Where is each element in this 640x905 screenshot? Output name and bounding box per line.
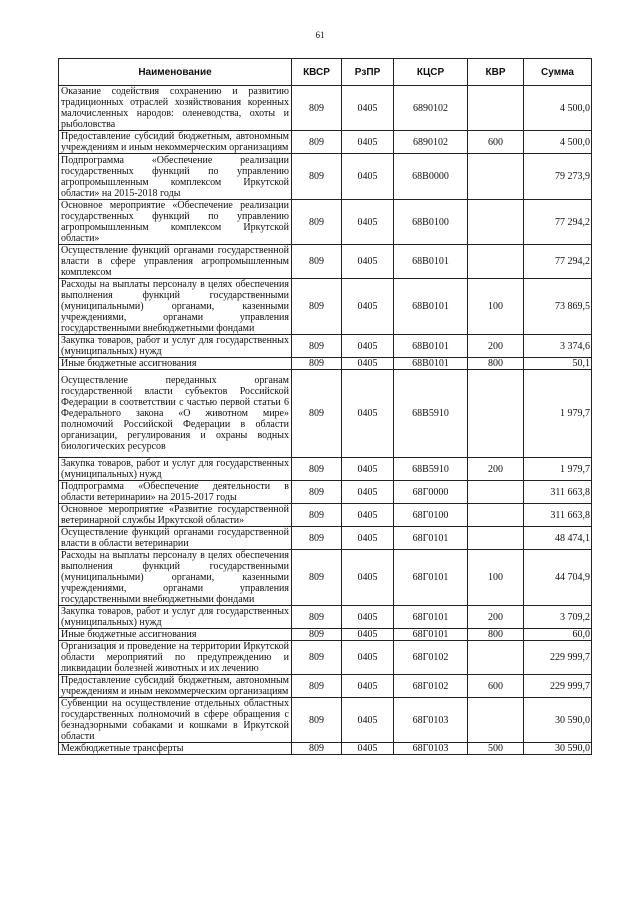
cell-kvsr: 809 xyxy=(292,743,342,755)
cell-name: Иные бюджетные ассигнования xyxy=(59,358,292,370)
cell-sum: 1 979,7 xyxy=(524,458,592,481)
table-row xyxy=(59,245,592,279)
cell-kcsr: 68Г0103 xyxy=(394,698,468,743)
cell-rzpr: 0405 xyxy=(342,131,394,154)
cell-name: Иные бюджетные ассигнования xyxy=(59,629,292,641)
table-body xyxy=(59,86,592,755)
table-row xyxy=(59,641,592,675)
cell-sum: 77 294,2 xyxy=(524,245,592,279)
cell-rzpr: 0405 xyxy=(342,606,394,629)
cell-kvr xyxy=(468,245,524,279)
cell-rzpr: 0405 xyxy=(342,641,394,675)
cell-sum: 3 709,2 xyxy=(524,606,592,629)
cell-name: Оказание содействия сохранению и развитию традиционных отраслей хозяйствования коренных малочисленных народов: оленеводства, охоты и рыболовства xyxy=(59,86,292,131)
cell-kcsr: 68Г0000 xyxy=(394,481,468,504)
cell-kvr xyxy=(468,698,524,743)
cell-kcsr: 68В0101 xyxy=(394,335,468,358)
cell-name: Подпрограмма «Обеспечение деятельности в области ветеринарии» на 2015-2017 годы xyxy=(59,481,292,504)
cell-sum: 229 999,7 xyxy=(524,675,592,698)
cell-kvsr: 809 xyxy=(292,370,342,458)
cell-kvr: 200 xyxy=(468,458,524,481)
cell-kcsr: 68Г0103 xyxy=(394,743,468,755)
cell-kvr xyxy=(468,527,524,550)
cell-name: Расходы на выплаты персоналу в целях обеспечения выполнения функций государственными (муниципальными) органами, казенными учреждениями, органами управления государственными внебюджетными фондами xyxy=(59,550,292,606)
table-row xyxy=(59,527,592,550)
budget-table xyxy=(58,58,592,755)
cell-sum: 311 663,8 xyxy=(524,481,592,504)
table-row xyxy=(59,154,592,200)
cell-kcsr: 68Г0100 xyxy=(394,504,468,527)
cell-kvsr: 809 xyxy=(292,86,342,131)
cell-kvr xyxy=(468,200,524,245)
cell-rzpr: 0405 xyxy=(342,370,394,458)
cell-sum: 79 273,9 xyxy=(524,154,592,200)
cell-sum: 30 590,0 xyxy=(524,698,592,743)
cell-name: Субвенции на осуществление отдельных областных государственных полномочий в сфере обращения с безнадзорными собаками и кошками в Иркутской области xyxy=(59,698,292,743)
cell-name: Осуществление переданных органам государственной власти субъектов Российской Федерации в соответствии с частью первой статьи 6 Федерального закона «О животном мире» полномочий Российской Федерации в области организации, регулирования и охраны водных биологических ресурсов xyxy=(59,370,292,458)
cell-sum: 77 294,2 xyxy=(524,200,592,245)
cell-sum: 229 999,7 xyxy=(524,641,592,675)
cell-kvsr: 809 xyxy=(292,606,342,629)
cell-kvr: 100 xyxy=(468,550,524,606)
cell-rzpr: 0405 xyxy=(342,200,394,245)
cell-kvsr: 809 xyxy=(292,698,342,743)
cell-rzpr: 0405 xyxy=(342,245,394,279)
cell-rzpr: 0405 xyxy=(342,743,394,755)
cell-name: Осуществление функций органами государственной власти в сфере управления агропромышленным комплексом xyxy=(59,245,292,279)
cell-sum: 3 374,6 xyxy=(524,335,592,358)
table-row xyxy=(59,698,592,743)
header-rzpr: РзПР xyxy=(342,59,394,86)
cell-kcsr: 68Г0102 xyxy=(394,641,468,675)
table-row xyxy=(59,550,592,606)
cell-kcsr: 68В0101 xyxy=(394,245,468,279)
cell-kvsr: 809 xyxy=(292,481,342,504)
cell-rzpr: 0405 xyxy=(342,358,394,370)
cell-kvr: 600 xyxy=(468,675,524,698)
table-row xyxy=(59,131,592,154)
cell-name: Организация и проведение на территории Иркутской области мероприятий по предупреждению и ликвидации болезней животных и их лечению xyxy=(59,641,292,675)
cell-sum: 4 500,0 xyxy=(524,131,592,154)
cell-kvsr: 809 xyxy=(292,200,342,245)
cell-kcsr: 68Г0102 xyxy=(394,675,468,698)
cell-kvsr: 809 xyxy=(292,550,342,606)
cell-rzpr: 0405 xyxy=(342,504,394,527)
cell-sum: 44 704,9 xyxy=(524,550,592,606)
cell-kvsr: 809 xyxy=(292,629,342,641)
cell-name: Основное мероприятие «Обеспечение реализации государственных функций по управлению агропромышленным комплексом Иркутской области» xyxy=(59,200,292,245)
cell-kvr: 500 xyxy=(468,743,524,755)
table-row xyxy=(59,370,592,458)
table-row xyxy=(59,458,592,481)
cell-rzpr: 0405 xyxy=(342,698,394,743)
cell-kcsr: 6890102 xyxy=(394,131,468,154)
cell-kcsr: 68Г0101 xyxy=(394,527,468,550)
cell-rzpr: 0405 xyxy=(342,335,394,358)
cell-kvsr: 809 xyxy=(292,358,342,370)
cell-kvsr: 809 xyxy=(292,527,342,550)
cell-sum: 60,0 xyxy=(524,629,592,641)
cell-rzpr: 0405 xyxy=(342,481,394,504)
cell-kvsr: 809 xyxy=(292,279,342,335)
table-row xyxy=(59,629,592,641)
cell-kvr: 600 xyxy=(468,131,524,154)
cell-kvr xyxy=(468,86,524,131)
cell-sum: 48 474,1 xyxy=(524,527,592,550)
cell-kvsr: 809 xyxy=(292,245,342,279)
cell-kvsr: 809 xyxy=(292,504,342,527)
cell-kvsr: 809 xyxy=(292,641,342,675)
table-row xyxy=(59,743,592,755)
cell-name: Предоставление субсидий бюджетным, автономным учреждениям и иным некоммерческим организациям xyxy=(59,131,292,154)
cell-rzpr: 0405 xyxy=(342,154,394,200)
cell-kvsr: 809 xyxy=(292,335,342,358)
cell-kcsr: 68В0100 xyxy=(394,200,468,245)
cell-name: Предоставление субсидий бюджетным, автономным учреждениям и иным некоммерческим организациям xyxy=(59,675,292,698)
table-row xyxy=(59,335,592,358)
cell-kcsr: 68Г0101 xyxy=(394,629,468,641)
cell-kvr: 100 xyxy=(468,279,524,335)
cell-kvr: 800 xyxy=(468,629,524,641)
cell-sum: 73 869,5 xyxy=(524,279,592,335)
cell-kcsr: 68В5910 xyxy=(394,370,468,458)
cell-kvr: 800 xyxy=(468,358,524,370)
cell-kcsr: 6890102 xyxy=(394,86,468,131)
table-row xyxy=(59,358,592,370)
cell-kcsr: 68Г0101 xyxy=(394,606,468,629)
cell-name: Закупка товаров, работ и услуг для государственных (муниципальных) нужд xyxy=(59,458,292,481)
header-name: Наименование xyxy=(59,59,292,86)
table-row xyxy=(59,504,592,527)
cell-sum: 30 590,0 xyxy=(524,743,592,755)
cell-kvr: 200 xyxy=(468,335,524,358)
cell-name: Подпрограмма «Обеспечение реализации государственных функций по управлению агропромышленным комплексом Иркутской области» на 2015-2018 годы xyxy=(59,154,292,200)
cell-rzpr: 0405 xyxy=(342,550,394,606)
cell-name: Закупка товаров, работ и услуг для государственных (муниципальных) нужд xyxy=(59,335,292,358)
cell-sum: 50,1 xyxy=(524,358,592,370)
table-row xyxy=(59,606,592,629)
cell-rzpr: 0405 xyxy=(342,279,394,335)
cell-rzpr: 0405 xyxy=(342,527,394,550)
cell-name: Основное мероприятие «Развитие государственной ветеринарной службы Иркутской области» xyxy=(59,504,292,527)
cell-sum: 311 663,8 xyxy=(524,504,592,527)
cell-kvr: 200 xyxy=(468,606,524,629)
cell-kvsr: 809 xyxy=(292,154,342,200)
cell-name: Осуществление функций органами государственной власти в области ветеринарии xyxy=(59,527,292,550)
cell-kvr xyxy=(468,370,524,458)
cell-kvsr: 809 xyxy=(292,458,342,481)
cell-kvr xyxy=(468,504,524,527)
header-kvsr: КВСР xyxy=(292,59,342,86)
cell-kvr xyxy=(468,481,524,504)
table-row xyxy=(59,86,592,131)
cell-name: Расходы на выплаты персоналу в целях обеспечения выполнения функций государственными (муниципальными) органами, казенными учреждениями, органами управления государственными внебюджетными фондами xyxy=(59,279,292,335)
header-kvr: КВР xyxy=(468,59,524,86)
cell-sum: 1 979,7 xyxy=(524,370,592,458)
table-row xyxy=(59,200,592,245)
cell-kcsr: 68В0101 xyxy=(394,279,468,335)
cell-name: Межбюджетные трансферты xyxy=(59,743,292,755)
table-row xyxy=(59,675,592,698)
cell-kvsr: 809 xyxy=(292,675,342,698)
header-sum: Сумма xyxy=(524,59,592,86)
cell-name: Закупка товаров, работ и услуг для государственных (муниципальных) нужд xyxy=(59,606,292,629)
cell-kvr xyxy=(468,641,524,675)
cell-kcsr: 68В5910 xyxy=(394,458,468,481)
cell-kcsr: 68В0101 xyxy=(394,358,468,370)
cell-rzpr: 0405 xyxy=(342,629,394,641)
cell-rzpr: 0405 xyxy=(342,86,394,131)
page-number: 61 xyxy=(315,30,325,40)
cell-rzpr: 0405 xyxy=(342,675,394,698)
cell-kcsr: 68В0000 xyxy=(394,154,468,200)
cell-sum: 4 500,0 xyxy=(524,86,592,131)
header-kcsr: КЦСР xyxy=(394,59,468,86)
cell-kvsr: 809 xyxy=(292,131,342,154)
table-row xyxy=(59,481,592,504)
cell-kcsr: 68Г0101 xyxy=(394,550,468,606)
table-row xyxy=(59,279,592,335)
table-header-row xyxy=(59,59,592,86)
cell-kvr xyxy=(468,154,524,200)
cell-rzpr: 0405 xyxy=(342,458,394,481)
